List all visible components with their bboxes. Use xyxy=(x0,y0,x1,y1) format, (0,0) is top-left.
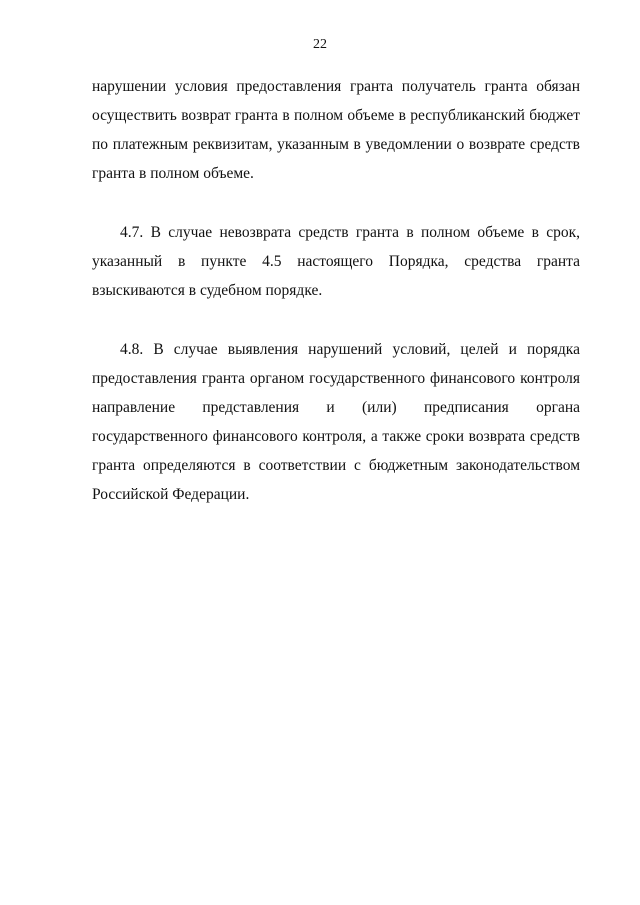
paragraph-continuation: нарушении условия предоставления гранта получатель гранта обязан осуществить возврат гранта в полном объеме в республиканский бюджет по платежным реквизитам, указанным в уведомлении о возврате средств гранта в полном объеме. xyxy=(92,78,580,182)
paragraph-4-7: 4.7. В случае невозврата средств гранта в полном объеме в срок, указанный в пункте 4.5 настоящего Порядка, средства гранта взыскиваются в судебном порядке. xyxy=(92,224,580,299)
document-body xyxy=(92,72,580,509)
paragraph-4-8: 4.8. В случае выявления нарушений условий, целей и порядка предоставления гранта органом государственного финансового контроля направление представления и (или) предписания органа государственного финансового контроля, а также сроки возврата средств гранта определяются в соответствии с бюджетным законодательством Российской Федерации. xyxy=(92,341,580,503)
page-number: 22 xyxy=(313,37,327,52)
